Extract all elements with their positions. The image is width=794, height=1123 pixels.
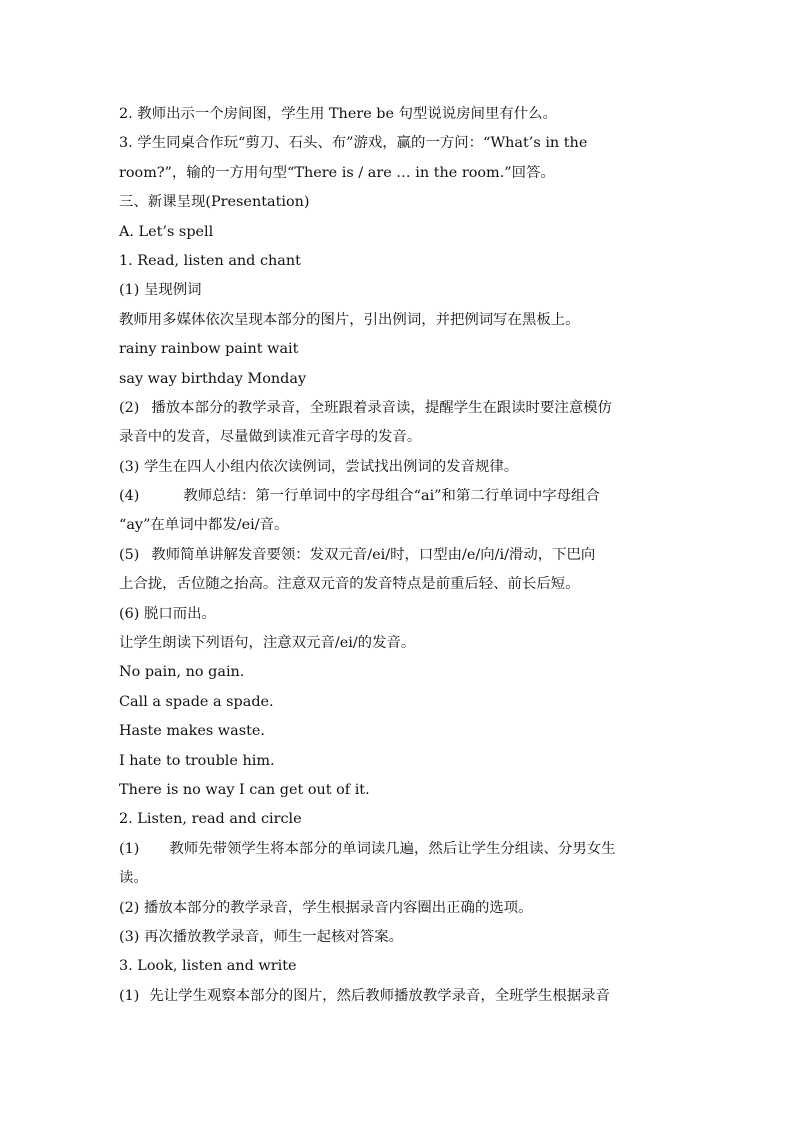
text-line: 教师用多媒体依次呈现本部分的图片，引出例词，并把例词写在黑板上。 [119, 311, 580, 328]
activity-heading: 2. Listen, read and circle [119, 811, 302, 828]
step-text: 播放本部分的教学录音，全班跟着录音读，提醒学生在跟读时要注意模仿 [151, 399, 612, 416]
step-line [119, 541, 679, 570]
step-heading: (6) 脱口而出。 [119, 605, 216, 622]
subsection-heading: A. Let’s spell [119, 223, 214, 240]
document-body [119, 100, 679, 1011]
text-line: 2. 教师出示一个房间图，学生用 There be 句型说说房间里有什么。 [119, 106, 557, 122]
text-line: room?”，输的一方用句型“There is / are … in the room.”回答。 [119, 164, 555, 181]
text-line: 上合拢，舌位随之抬高。注意双元音的发音特点是前重后轻、前长后短。 [119, 576, 580, 593]
section-heading: 三、新课呈现(Presentation) [119, 194, 310, 211]
step-number: (1) [119, 987, 140, 1004]
proverb-line: No pain, no gain. [119, 664, 245, 681]
text-line: 3. 学生同桌合作玩“剪刀、石头、布”游戏，赢的一方问：“What’s in the [119, 135, 588, 152]
step-text: 教师先带领学生将本部分的单词读几遍，然后让学生分组读、分男女生 [169, 840, 616, 857]
text-line: 录音中的发音，尽量做到读准元音字母的发音。 [119, 429, 422, 446]
text-line: 让学生朗读下列语句，注意双元音/ei/的发音。 [119, 635, 416, 652]
step-heading: (1) 呈现例词 [119, 282, 202, 299]
text-line: “ay”在单词中都发/ei/音。 [119, 517, 289, 534]
step-text: 教师简单讲解发音要领：发双元音/ei/时，口型由/e/向/i/滑动，下巴向 [151, 546, 596, 563]
text-line: (3) 学生在四人小组内依次读例词，尝试找出例词的发音规律。 [119, 458, 519, 475]
proverb-line: I hate to trouble him. [119, 752, 275, 769]
step-line [119, 835, 679, 864]
activity-heading: 3. Look, listen and write [119, 958, 297, 975]
step-line [119, 982, 679, 1011]
example-words-line: say way birthday Monday [119, 370, 307, 387]
text-line: (2) 播放本部分的教学录音，学生根据录音内容圈出正确的选项。 [119, 899, 533, 916]
step-number: (1) [119, 840, 140, 857]
step-number: (5) [119, 546, 140, 563]
step-line [119, 394, 679, 423]
text-line: (3) 再次播放教学录音，师生一起核对答案。 [119, 928, 403, 945]
step-text: 先让学生观察本部分的图片，然后教师播放教学录音，全班学生根据录音 [149, 987, 610, 1004]
example-words-line: rainy rainbow paint wait [119, 341, 299, 358]
step-number: (4) [119, 488, 140, 505]
step-text: 教师总结：第一行单词中的字母组合“ai”和第二行单词中字母组合 [183, 488, 600, 505]
step-line [119, 482, 679, 511]
text-line: 读。 [119, 870, 148, 887]
proverb-line: Call a spade a spade. [119, 693, 274, 710]
step-number: (2) [119, 399, 140, 416]
activity-heading: 1. Read, listen and chant [119, 252, 301, 269]
proverb-line: There is no way I can get out of it. [119, 781, 370, 798]
proverb-line: Haste makes waste. [119, 723, 265, 740]
